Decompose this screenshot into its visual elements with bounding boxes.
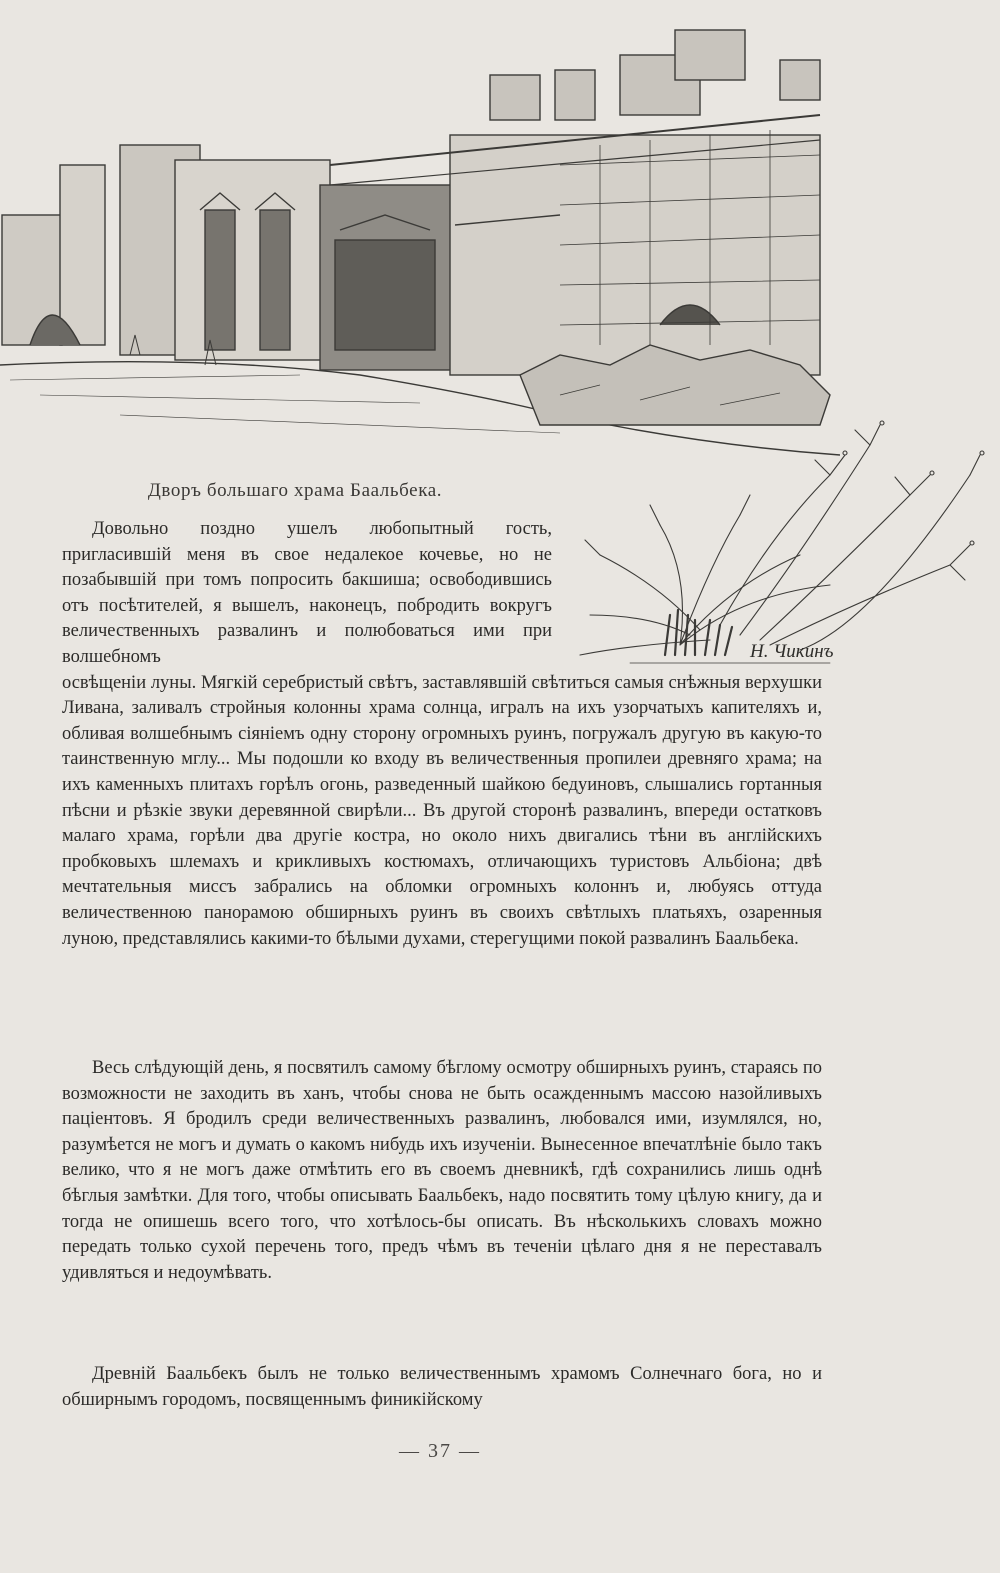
paragraph-2-text: Весь слѣдующій день, я посвятилъ самому бѣглому осмотру обширныхъ руинъ, стараясь по возможности не заходить въ ханъ, чтобы снова не быть осажденнымъ массою назойливыхъ паціентовъ. Я бродилъ среди величественныхъ развалинъ, любовался ими, изумлялся, но, разумѣется не могъ и думать о какомъ нибудь ихъ изученіи. Вынесенное впечатлѣніе было такъ велико, что я не могъ даже отмѣтить его въ своемъ дневникѣ, гдѣ сохранились лишь однѣ бѣглыя замѣтки. Для того, чтобы описывать Баальбекъ, надо посвятить тому цѣлую книгу, да и тогда не опишешь всего того, что хотѣлось-бы описать. Въ нѣсколькихъ словахъ можно передать только сухой перечень того, предъ чѣмъ въ теченіи цѣлаго дня я не переставалъ удивляться и недоумѣвать.: [62, 1058, 822, 1283]
paragraph-3: [62, 1362, 822, 1413]
paragraph-1: [62, 517, 822, 952]
illustration-caption: Дворъ большаго храма Баальбека.: [147, 480, 443, 501]
paragraph-2: [62, 1056, 822, 1286]
artist-signature: Н. Чикинъ: [750, 641, 834, 662]
page-number: — 37 —: [399, 1440, 481, 1462]
baalbek-ruins-illustration: [0, 15, 840, 470]
paragraph-3-text: Древній Баальбекъ былъ не только величественнымъ храмомъ Солнечнаго бога, но и обширнымъ городомъ, посвященнымъ финикійскому: [62, 1364, 822, 1410]
paragraph-1-wrapped-text: Довольно поздно ушелъ любопытный гость, пригласившій меня въ свое недалекое кочевье, но не позабывшій при томъ попросить бакшиша; освободившись отъ посѣтителей, я вышелъ, наконецъ, побродить вокругъ величественныхъ развалинъ и полюбоваться ими при волшебномъ: [62, 519, 552, 667]
paragraph-1-rest-text: освѣщеніи луны. Мягкій серебристый свѣтъ, заставлявшій свѣтиться самыя снѣжныя верхушки Ливана, заливалъ стройныя колонны храма солнца, игралъ на ихъ узорчатыхъ капителяхъ и, обливая волшебнымъ сіяніемъ одну сторону огромныхъ руинъ, погружалъ другую въ какую-то таинственную мглу... Мы подошли ко входу въ величественныя пропилеи древняго храма; на ихъ каменныхъ плитахъ горѣлъ огонь, разведенный шайкою бедуиновъ, слышались гортанныя пѣсни и рѣзкіе звуки деревянной свирѣли... Въ другой сторонѣ развалинъ, впереди остатковъ малаго храма, горѣли два другіе костра, но около нихъ двигались тѣни въ англійскихъ пробковыхъ шлемахъ и крикливыхъ костюмахъ, отличающихъ туристовъ Альбіона; двѣ мечтательныя миссъ забрались на обломки огромныхъ колоннъ и, любуясь оттуда величественною панорамою обширныхъ руинъ въ своихъ свѣтлыхъ платьяхъ, озаренныя луною, представлялись какими-то бѣлыми духами, стерегущими покой развалинъ Баальбека.: [62, 672, 822, 949]
